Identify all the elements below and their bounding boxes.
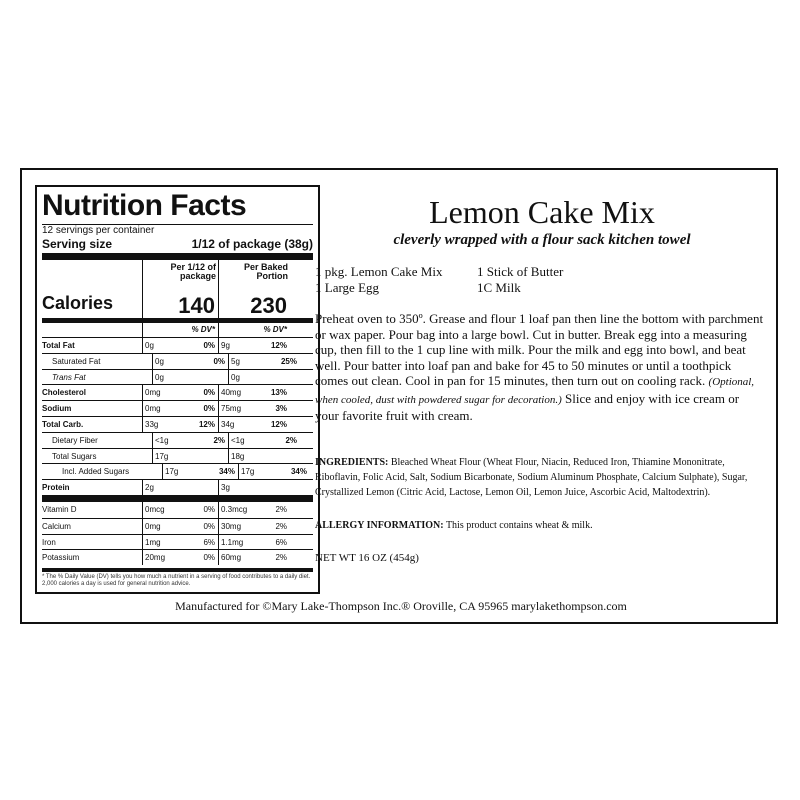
nutrient-col-1 xyxy=(142,338,218,353)
nutrient-row xyxy=(42,518,313,534)
nutrient-row xyxy=(42,353,313,369)
nutrient-amount-2: 60mg xyxy=(221,553,242,563)
nutrient-row xyxy=(42,369,313,385)
nutrient-col-2 xyxy=(228,433,300,448)
nutrient-amount-1: 0g xyxy=(155,356,164,366)
nutrient-amount-2: 30mg xyxy=(221,521,242,531)
nutrient-amount-1: 0g xyxy=(155,372,164,382)
nutrient-col-1 xyxy=(142,535,218,550)
recipe-item: 1C Milk xyxy=(477,280,521,295)
heavy-rule xyxy=(42,495,313,502)
col1-header: Per 1/12 of package xyxy=(170,262,216,281)
nutrient-col-2 xyxy=(218,338,290,353)
manufacturer-footer: Manufactured for ©Mary Lake-Thompson Inc.® Oroville, CA 95965 marylakethompson.com xyxy=(175,599,627,613)
nutrient-name: Sodium xyxy=(42,404,72,414)
calories-value-1: 140 xyxy=(178,293,215,318)
nutrient-row xyxy=(42,448,313,464)
ingredients-statement xyxy=(315,455,765,500)
nutrient-col-1 xyxy=(152,354,228,369)
recipe-item: 1 Stick of Butter xyxy=(477,264,564,279)
calories-label: Calories xyxy=(42,293,114,313)
nutrient-name: Total Sugars xyxy=(52,451,97,461)
nutrient-row xyxy=(42,534,313,550)
nutrient-col-1 xyxy=(152,370,228,385)
instructions-end: Slice and enjoy with ice cream or your favorite fruit with cream. xyxy=(315,390,740,423)
nutrient-amount-1: 0mg xyxy=(145,521,161,531)
nutrient-row xyxy=(42,463,313,479)
nutrient-amount-1: 17g xyxy=(165,467,179,477)
calories-block xyxy=(42,260,313,319)
nutrient-col-2 xyxy=(238,464,310,479)
nutrient-amount-2: 1.1mg xyxy=(221,537,244,547)
product-subtitle: cleverly wrapped with a flour sack kitchen towel xyxy=(393,232,691,248)
serving-size xyxy=(42,237,313,251)
nutrient-name: Trans Fat xyxy=(52,372,86,382)
nutrient-dv-2: 2% xyxy=(285,435,297,445)
servings-per-container: 12 servings per container xyxy=(42,225,155,236)
nutrient-row xyxy=(42,549,313,565)
nutrient-row xyxy=(42,384,313,400)
nutrient-rows xyxy=(42,337,313,565)
nutrient-dv-2: 3% xyxy=(275,404,287,414)
nutrient-col-2 xyxy=(228,354,300,369)
calories-col-1 xyxy=(142,260,218,318)
nutrient-name: Iron xyxy=(42,537,56,547)
ingredients-label: INGREDIENTS: xyxy=(315,457,389,468)
nutrient-col-1 xyxy=(142,480,218,495)
instructions-optional: (Optional, when cooled, dust with powdered sugar for decoration.) xyxy=(315,376,755,406)
nutrient-dv-1: 0% xyxy=(203,521,215,531)
nutrient-dv-1: 0% xyxy=(203,388,215,398)
nutrient-name: Total Carb. xyxy=(42,419,84,429)
nutrient-name: Dietary Fiber xyxy=(52,435,98,445)
nutrient-dv-1: 2% xyxy=(213,435,225,445)
nutrient-name: Cholesterol xyxy=(42,388,87,398)
product-label xyxy=(20,168,778,624)
nutrient-row xyxy=(42,416,313,432)
nutrient-col-1 xyxy=(142,401,218,416)
nutrient-amount-1: 33g xyxy=(145,419,159,429)
nutrient-dv-2: 25% xyxy=(280,356,297,366)
nutrient-name: Protein xyxy=(42,483,70,493)
nutrient-col-2 xyxy=(218,385,290,400)
nutrient-amount-2: 40mg xyxy=(221,388,242,398)
calories-col-2 xyxy=(218,260,290,318)
nutrient-amount-1: <1g xyxy=(155,435,169,445)
nutrient-col-2 xyxy=(218,401,290,416)
nutrient-dv-2: 13% xyxy=(270,388,287,398)
nutrition-footnote: * The % Daily Value (DV) tells you how much a nutrient in a serving of food contributes to a daily diet. 2,000 calories a day is used for general nutrition advice. xyxy=(42,568,313,588)
nutrition-facts-title: Nutrition Facts xyxy=(42,189,247,222)
nutrient-amount-1: 0mg xyxy=(145,404,161,414)
nutrient-row xyxy=(42,337,313,353)
nutrient-col-1 xyxy=(142,550,218,565)
nutrient-name: Incl. Added Sugars xyxy=(62,467,130,477)
nutrient-dv-2: 2% xyxy=(275,553,287,563)
recipe-item: 1 Large Egg xyxy=(315,280,380,295)
nutrient-amount-1: 0mg xyxy=(145,388,161,398)
nutrient-amount-2: 5g xyxy=(231,356,240,366)
dv-label-1: % DV* xyxy=(142,323,218,337)
col2-header: Per Baked Portion xyxy=(243,262,288,281)
nutrient-col-1 xyxy=(142,502,218,518)
nutrient-dv-1: 0% xyxy=(213,356,225,366)
nutrient-col-1 xyxy=(152,449,228,464)
nutrient-row xyxy=(42,479,313,495)
nutrient-row xyxy=(42,432,313,448)
nutrient-dv-1: 0% xyxy=(203,504,215,514)
allergy-text: This product contains wheat & milk. xyxy=(443,520,593,531)
nutrient-amount-2: 3g xyxy=(221,483,230,493)
nutrient-amount-2: 0g xyxy=(231,372,240,382)
allergy-statement xyxy=(315,519,765,533)
nutrient-dv-2: 12% xyxy=(270,419,287,429)
nutrient-amount-2: 0.3mcg xyxy=(221,504,248,514)
nutrient-amount-1: 2g xyxy=(145,483,154,493)
serving-size-value: 1/12 of package (38g) xyxy=(191,237,313,251)
nutrient-col-1 xyxy=(142,417,218,432)
nutrient-col-2 xyxy=(228,449,300,464)
nutrient-col-2 xyxy=(218,519,290,534)
allergy-label: ALLERGY INFORMATION: xyxy=(315,520,444,531)
nutrient-dv-2: 2% xyxy=(275,521,287,531)
product-title: Lemon Cake Mix xyxy=(429,194,655,230)
nutrient-dv-1: 6% xyxy=(203,537,215,547)
nutrient-amount-2: 75mg xyxy=(221,404,242,414)
dv-header-row xyxy=(42,323,313,337)
nutrient-col-2 xyxy=(218,417,290,432)
nutrient-amount-2: 17g xyxy=(241,467,255,477)
nutrient-dv-2: 2% xyxy=(275,504,287,514)
serving-size-label: Serving size xyxy=(42,237,113,251)
nutrient-row xyxy=(42,502,313,518)
nutrient-dv-2: 6% xyxy=(275,537,287,547)
nutrient-col-1 xyxy=(152,433,228,448)
nutrient-col-2 xyxy=(218,480,290,495)
nutrient-dv-2: 12% xyxy=(270,341,287,350)
nutrient-dv-1: 12% xyxy=(198,419,215,429)
nutrient-col-1 xyxy=(142,385,218,400)
nutrient-amount-2: 9g xyxy=(221,341,230,350)
nutrient-amount-2: 34g xyxy=(221,419,235,429)
calories-value-2: 230 xyxy=(250,293,287,318)
nutrient-col-2 xyxy=(218,535,290,550)
nutrient-name: Potassium xyxy=(42,553,80,563)
nutrient-col-1 xyxy=(162,464,238,479)
nutrient-name: Calcium xyxy=(42,521,71,531)
nutrient-amount-1: 0g xyxy=(145,341,154,350)
nutrient-col-2 xyxy=(218,502,290,518)
nutrient-dv-1: 0% xyxy=(203,553,215,563)
nutrient-dv-1: 0% xyxy=(203,404,215,414)
nutrient-amount-2: 18g xyxy=(231,451,245,461)
nutrient-dv-2: 34% xyxy=(290,467,307,477)
instructions-main: Preheat oven to 350º. Grease and flour 1 loaf pan then line the bottom with parchment or wax paper. Pour bag into a large bowl. Cut in butter. Break egg into a measuring cup, then fill to the 1 cup line with milk. Pour the milk and egg into bowl, and beat well. Pour batter into loaf pan and bake for 45 to 50 minutes or until a toothpick comes out clean. Cool in pan for 15 minutes, then turn out on cooling rack. xyxy=(315,311,764,388)
ingredients-text: Bleached Wheat Flour (Wheat Flour, Niacin, Reduced Iron, Thiamine Mononitrate, Riboflavin, Folic Acid, Salt, Sodium Bicarbonate, Sodium Aluminum Phosphate, Calcium Sulphate), Sugar, Crystallized Lemon (Citric Acid, Lactose, Lemon Oil, Lemon Juice, Ascorbic Acid, Maltodextrin). xyxy=(315,457,748,498)
nutrient-amount-1: 20mg xyxy=(145,553,166,563)
nutrient-name: Total Fat xyxy=(42,341,75,350)
nutrient-col-2 xyxy=(218,550,290,565)
nutrition-facts-panel xyxy=(35,185,320,594)
nutrient-amount-1: 0mcg xyxy=(145,504,165,514)
nutrient-row xyxy=(42,400,313,416)
nutrient-amount-2: <1g xyxy=(231,435,245,445)
instructions xyxy=(315,311,765,424)
recipe-item: 1 pkg. Lemon Cake Mix xyxy=(315,264,443,279)
nutrient-col-2 xyxy=(228,370,300,385)
nutrient-amount-1: 1mg xyxy=(145,537,161,547)
nutrient-name: Vitamin D xyxy=(42,504,77,514)
nutrient-name: Saturated Fat xyxy=(52,356,101,366)
nutrient-dv-1: 0% xyxy=(203,341,215,350)
nutrient-amount-1: 17g xyxy=(155,451,169,461)
net-weight: NET WT 16 OZ (454g) xyxy=(315,552,419,564)
nutrient-dv-1: 34% xyxy=(218,467,235,477)
nutrient-col-1 xyxy=(142,519,218,534)
dv-label-2: % DV* xyxy=(218,323,290,337)
heavy-rule xyxy=(42,253,313,260)
